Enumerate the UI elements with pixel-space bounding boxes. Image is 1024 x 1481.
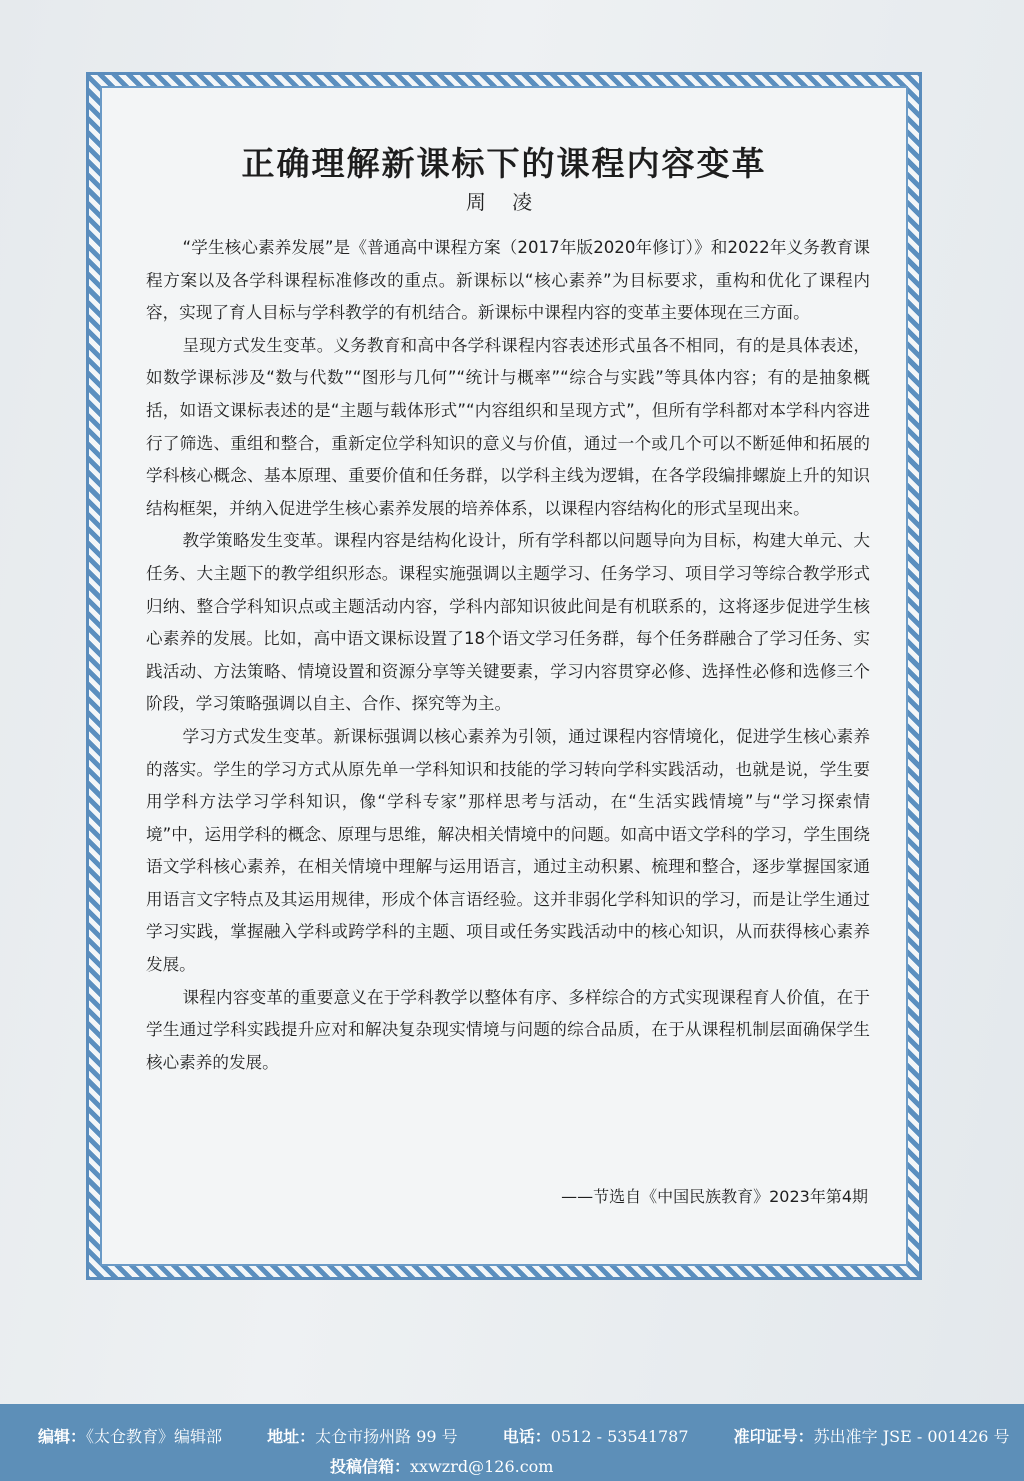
email-label: 投稿信箱： (330, 1457, 411, 1476)
footer-phone (503, 1427, 709, 1446)
footer-permit (734, 1427, 1024, 1446)
footer-editor (38, 1427, 242, 1446)
article-source: ——节选自《中国民族教育》2023年第4期 (561, 1187, 868, 1206)
paragraph: “学生核心素养发展”是《普通高中课程方案（2017年版2020年修订）》和2022年义务教育课程方案以及各学科课程标准修改的重点。新课标以“核心素养”为目标要求，重构和优化了课程内容，实现了育人目标与学科教学的有机结合。新课标中课程内容的变革主要体现在三方面。 (146, 238, 870, 323)
paragraph: 教学策略发生变革。课程内容是结构化设计，所有学科都以问题导向为目标，构建大单元、大任务、大主题下的教学组织形态。课程实施强调以主题学习、任务学习、项目学习等综合教学形式归纳、整合学科知识点或主题活动内容，学科内部知识彼此间是有机联系的，这将逐步促进学生核心素养的发展。比如，高中语文课标设置了18个语文学习任务群，每个任务群融合了学习任务、实践活动、方法策略、情境设置和资源分享等关键要素，学习内容贯穿必修、选择性必修和选修三个阶段，学习策略强调以自主、合作、探究等为主。 (146, 531, 870, 714)
footer-address (267, 1427, 478, 1446)
paragraph: 呈现方式发生变革。义务教育和高中各学科课程内容表述形式虽各不相同，有的是具体表述，如数学课标涉及“数与代数”“图形与几何”“统计与概率”“综合与实践”等具体内容；有的是抽象概括，如语文课标表述的是“主题与载体形式”“内容组织和呈现方式”，但所有学科都对本学科内容进行了筛选、重组和整合，重新定位学科知识的意义与价值，通过一个或几个可以不断延伸和拓展的学科核心概念、基本原理、重要价值和任务群，以学科主线为逻辑，在各学段编排螺旋上升的知识结构框架，并纳入促进学生核心素养发展的培养体系，以课程内容结构化的形式呈现出来。 (146, 335, 870, 518)
article-body (146, 232, 870, 1079)
editor-label: 编辑： (38, 1427, 87, 1446)
footer-email (330, 1454, 553, 1477)
paragraph: 课程内容变革的重要意义在于学科教学以整体有序、多样综合的方式实现课程育人价值，在于学生通过学科实践提升应对和解决复杂现实情境与问题的综合品质，在于从课程机制层面确保学生核心素养的发展。 (146, 987, 870, 1072)
footer-info (38, 1424, 1010, 1447)
permit-label: 准印证号： (733, 1427, 814, 1446)
permit-value: 苏出准字 JSE - 001426 号 (813, 1427, 1010, 1446)
email-value: xxwzrd@126.com (410, 1457, 554, 1476)
editor-value: 《太仓教育》编辑部 (86, 1427, 223, 1446)
address-label: 地址： (267, 1427, 316, 1446)
article-author: 周 凌 (465, 190, 543, 214)
phone-value: 0512 - 53541787 (550, 1427, 689, 1446)
article-title: 正确理解新课标下的课程内容变革 (241, 144, 767, 183)
address-value: 太仓市扬州路 99 号 (315, 1427, 458, 1446)
paragraph: 学习方式发生变革。新课标强调以核心素养为引领，通过课程内容情境化，促进学生核心素养的落实。学生的学习方式从原先单一学科知识和技能的学习转向学科实践活动，也就是说，学生要用学科方法学习学科知识，像“学科专家”那样思考与活动，在“生活实践情境”与“学习探索情境”中，运用学科的概念、原理与思维，解决相关情境中的问题。如高中语文学科的学习，学生围绕语文学科核心素养，在相关情境中理解与运用语言，通过主动积累、梳理和整合，逐步掌握国家通用语言文字特点及其运用规律，形成个体言语经验。这并非弱化学科知识的学习，而是让学生通过学习实践，掌握融入学科或跨学科的主题、项目或任务实践活动中的核心知识，从而获得核心素养发展。 (146, 726, 870, 975)
phone-label: 电话： (502, 1427, 551, 1446)
footer-bar (0, 1404, 1024, 1481)
